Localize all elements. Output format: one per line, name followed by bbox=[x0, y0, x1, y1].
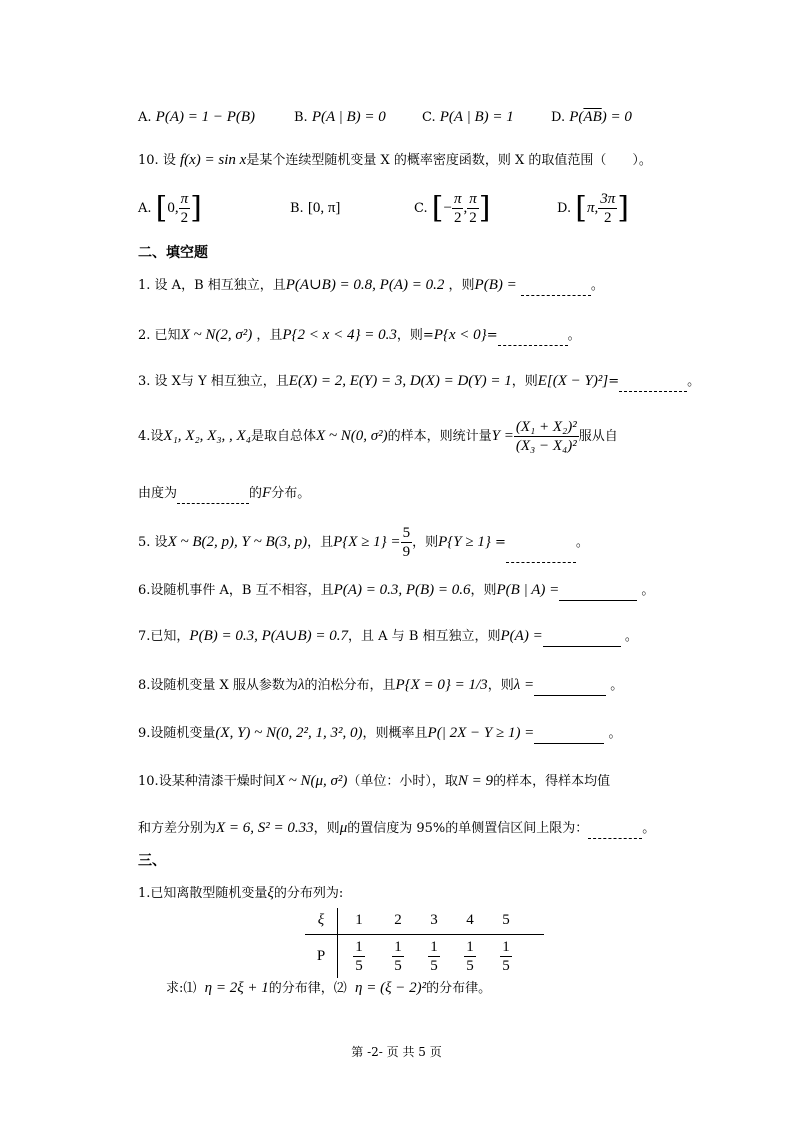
fill-1: 1. 设 A，B 相互独立，且P(A∪B) = 0.8, P(A) = 0.2 ，则P(B) = 。 bbox=[138, 275, 604, 296]
fill-10: 10.设某种清漆干燥时间X ~ N(μ, σ²)（单位：小时），取N = 9的样本，得样本均值 bbox=[138, 773, 611, 789]
fill-6-blank[interactable] bbox=[559, 586, 637, 601]
fill-8: 8.设随机变量 X 服从参数为λ的泊松分布，且P{X = 0} = 1/3，则λ = 。 bbox=[138, 675, 623, 696]
q9-option-d: D. $P(\overline{AB}) = 0$ bbox=[551, 109, 632, 125]
fill-6: 6.设随机事件 A，B 互不相容，且P(A) = 0.3, P(B) = 0.6，则P(B | A) = 。 bbox=[138, 580, 654, 601]
q9-option-a-expr: P(A) = 1 − P(B) bbox=[155, 109, 256, 125]
dist-value: 1 bbox=[355, 912, 363, 929]
fill-7-blank[interactable] bbox=[543, 632, 621, 647]
fill-10-cont: 和方差分别为X = 6, S² = 0.33，则μ的置信度为 95%的单侧置信区间上限为： 。 bbox=[138, 818, 655, 839]
fill-3-blank[interactable] bbox=[619, 377, 687, 392]
section-3-title: 三、 bbox=[138, 853, 166, 869]
fill-10-blank[interactable] bbox=[588, 824, 642, 839]
fill-4: 4.设X₁, X₂, X₃, , X₄是取自总体X ~ N(0, σ²)的样本，则统计量Y = $\frac{\text{(X₁ + X₂)²}}{\text{(X₃ − X₄)²}}$ 服从自 bbox=[138, 419, 618, 454]
dist-head-p: P bbox=[305, 934, 338, 978]
q10-option-d: D. [π, $\frac{3\pi}{2}$ ] bbox=[557, 190, 629, 226]
dist-value: 2 bbox=[394, 912, 402, 929]
fill-4-blank[interactable] bbox=[177, 489, 249, 504]
fill-5-blank[interactable] bbox=[506, 548, 576, 563]
distribution-table bbox=[305, 908, 544, 978]
dist-value: 5 bbox=[502, 912, 510, 929]
fill-2: 2. 已知X ~ N(2, σ²) ，且P{2 < x < 4} = 0.3，则=P{x < 0}= 。 bbox=[138, 325, 581, 346]
fill-7: 7.已知，P(B) = 0.3, P(A∪B) = 0.7，且 A 与 B 相互独立，则P(A) = 。 bbox=[138, 626, 638, 647]
q10-option-b: B. [0, π] bbox=[290, 200, 341, 216]
problem-1: 1.已知离散型随机变量ξ的分布列为: bbox=[138, 885, 344, 901]
q9-option-a: A. P(A) = 1 − P(B) bbox=[138, 109, 256, 125]
dist-head-xi: ξ bbox=[305, 908, 338, 934]
fill-3: 3. 设 X与 Y 相互独立，且E(X) = 2, E(Y) = 3, D(X) = D(Y) = 1，则E[(X − Y)²]= 。 bbox=[138, 371, 700, 392]
q10-option-c: C. [− $\frac{\pi}{2}$ , $\frac{\pi}{2}$ ] bbox=[414, 190, 491, 226]
dist-value: 3 bbox=[430, 912, 438, 929]
dist-row-values bbox=[305, 908, 544, 934]
dist-row-probs: P $\frac{1}{5}$ $\frac{1}{5}$ $\frac{1}{5}$ $\frac{1}{5}$ $\frac{1}{5}$ bbox=[305, 934, 544, 978]
q9-option-c: C. P(A | B) = 1 bbox=[422, 109, 514, 125]
dist-value: 4 bbox=[466, 912, 474, 929]
problem-1-ask: 求:⑴ η = 2ξ + 1的分布律，⑵ η = (ξ − 2)²的分布律。 bbox=[166, 980, 492, 996]
page-footer: 第 -2- 页 共 5 页 bbox=[351, 1045, 442, 1059]
fill-1-blank[interactable] bbox=[521, 281, 591, 296]
fill-5: 5. 设X ~ B(2, p), Y ~ B(3, p)，且P{X ≥ 1} = $\frac{5}{9}$ ，则P{Y ≥ 1} = 。 bbox=[138, 522, 589, 563]
fill-9: 9.设随机变量(X, Y) ~ N(0, 2², 1, 3², 0)，则概率且P(| 2X − Y ≥ 1) = 。 bbox=[138, 723, 621, 744]
fill-4-cont: 由度为 的F分布。 bbox=[138, 483, 310, 504]
fill-9-blank[interactable] bbox=[534, 729, 604, 744]
section-2-title: 二、填空题 bbox=[138, 245, 208, 261]
q9-option-b: B. P(A | B) = 0 bbox=[294, 109, 386, 125]
fill-8-blank[interactable] bbox=[534, 681, 606, 696]
q10-option-a: A. [0, $\frac{\pi}{2}$ ] bbox=[138, 190, 202, 226]
fill-2-blank[interactable] bbox=[498, 331, 568, 346]
question-10: 10. 设 f(x) = sin x是某个连续型随机变量 X 的概率密度函数，则 X 的取值范围（ ）。 bbox=[138, 152, 652, 168]
